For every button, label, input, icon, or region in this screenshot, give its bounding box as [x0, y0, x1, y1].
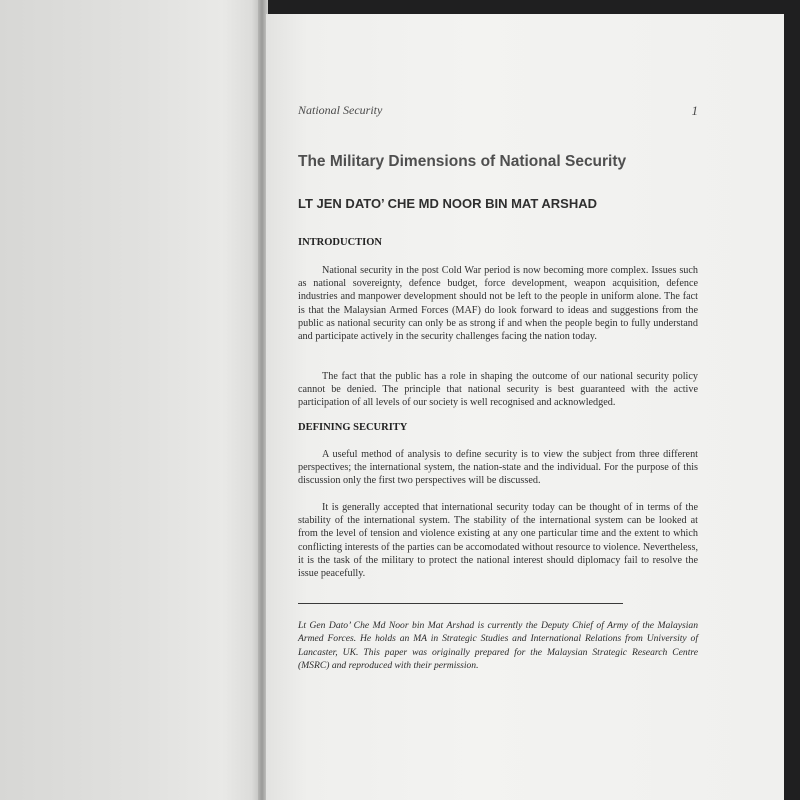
right-page — [266, 14, 784, 800]
paragraph: A useful method of analysis to define security is to view the subject from three different perspectives; the international system, the nation-state and the individual. For the purpose of this discussion only the first two perspectives will be discussed. — [298, 449, 698, 487]
running-head — [298, 103, 698, 118]
footnote-rule — [298, 603, 623, 604]
page-number: 1 — [691, 103, 698, 118]
section-heading-defining-security: DEFINING SECURITY — [298, 422, 408, 433]
author-name: LT JEN DATO’ CHE MD NOOR BIN MAT ARSHAD — [298, 196, 597, 211]
paragraph: The fact that the public has a role in shaping the outcome of our national security policy cannot be denied. The principle that national security is best guaranteed with the active participation of all levels of our society is well recognised and acknowledged. — [298, 371, 698, 409]
section-heading-introduction: INTRODUCTION — [298, 237, 383, 248]
left-page — [0, 0, 262, 800]
author-footnote: Lt Gen Dato’ Che Md Noor bin Mat Arshad is currently the Deputy Chief of Army of the Malaysian Armed Forces. He holds an MA in Strategic Studies and International Relations from University of Lancaster, UK. This paper was originally prepared for the Malaysian Strategic Research Centre (MSRC) and reproduced with their permission. — [298, 620, 698, 672]
paragraph: National security in the post Cold War period is now becoming more complex. Issues such as national sovereignty, defence budget, force development, weapon acquisition, defence industries and manpower development should not be left to the people in uniform alone. The fact is that the Malaysian Armed Forces (MAF) do look forward to ideas and suggestions from the public as national security can only be as strong if and when the people begin to fully understand and participate actively in the security challenges facing the nation today. — [298, 265, 698, 343]
article-title: The Military Dimensions of National Security — [298, 153, 627, 170]
paragraph: It is generally accepted that international security today can be thought of in terms of the stability of the international system. The stability of the international system can be looked at from the level of tension and violence existing at any one particular time and the extent to which conflicting interests of the parties can be accomodated without resource to violence. Nevertheless, it is the task of the military to protect the national interest should diplomacy fail to resolve the issue peacefully. — [298, 502, 698, 580]
running-head-title: National Security — [298, 103, 383, 117]
